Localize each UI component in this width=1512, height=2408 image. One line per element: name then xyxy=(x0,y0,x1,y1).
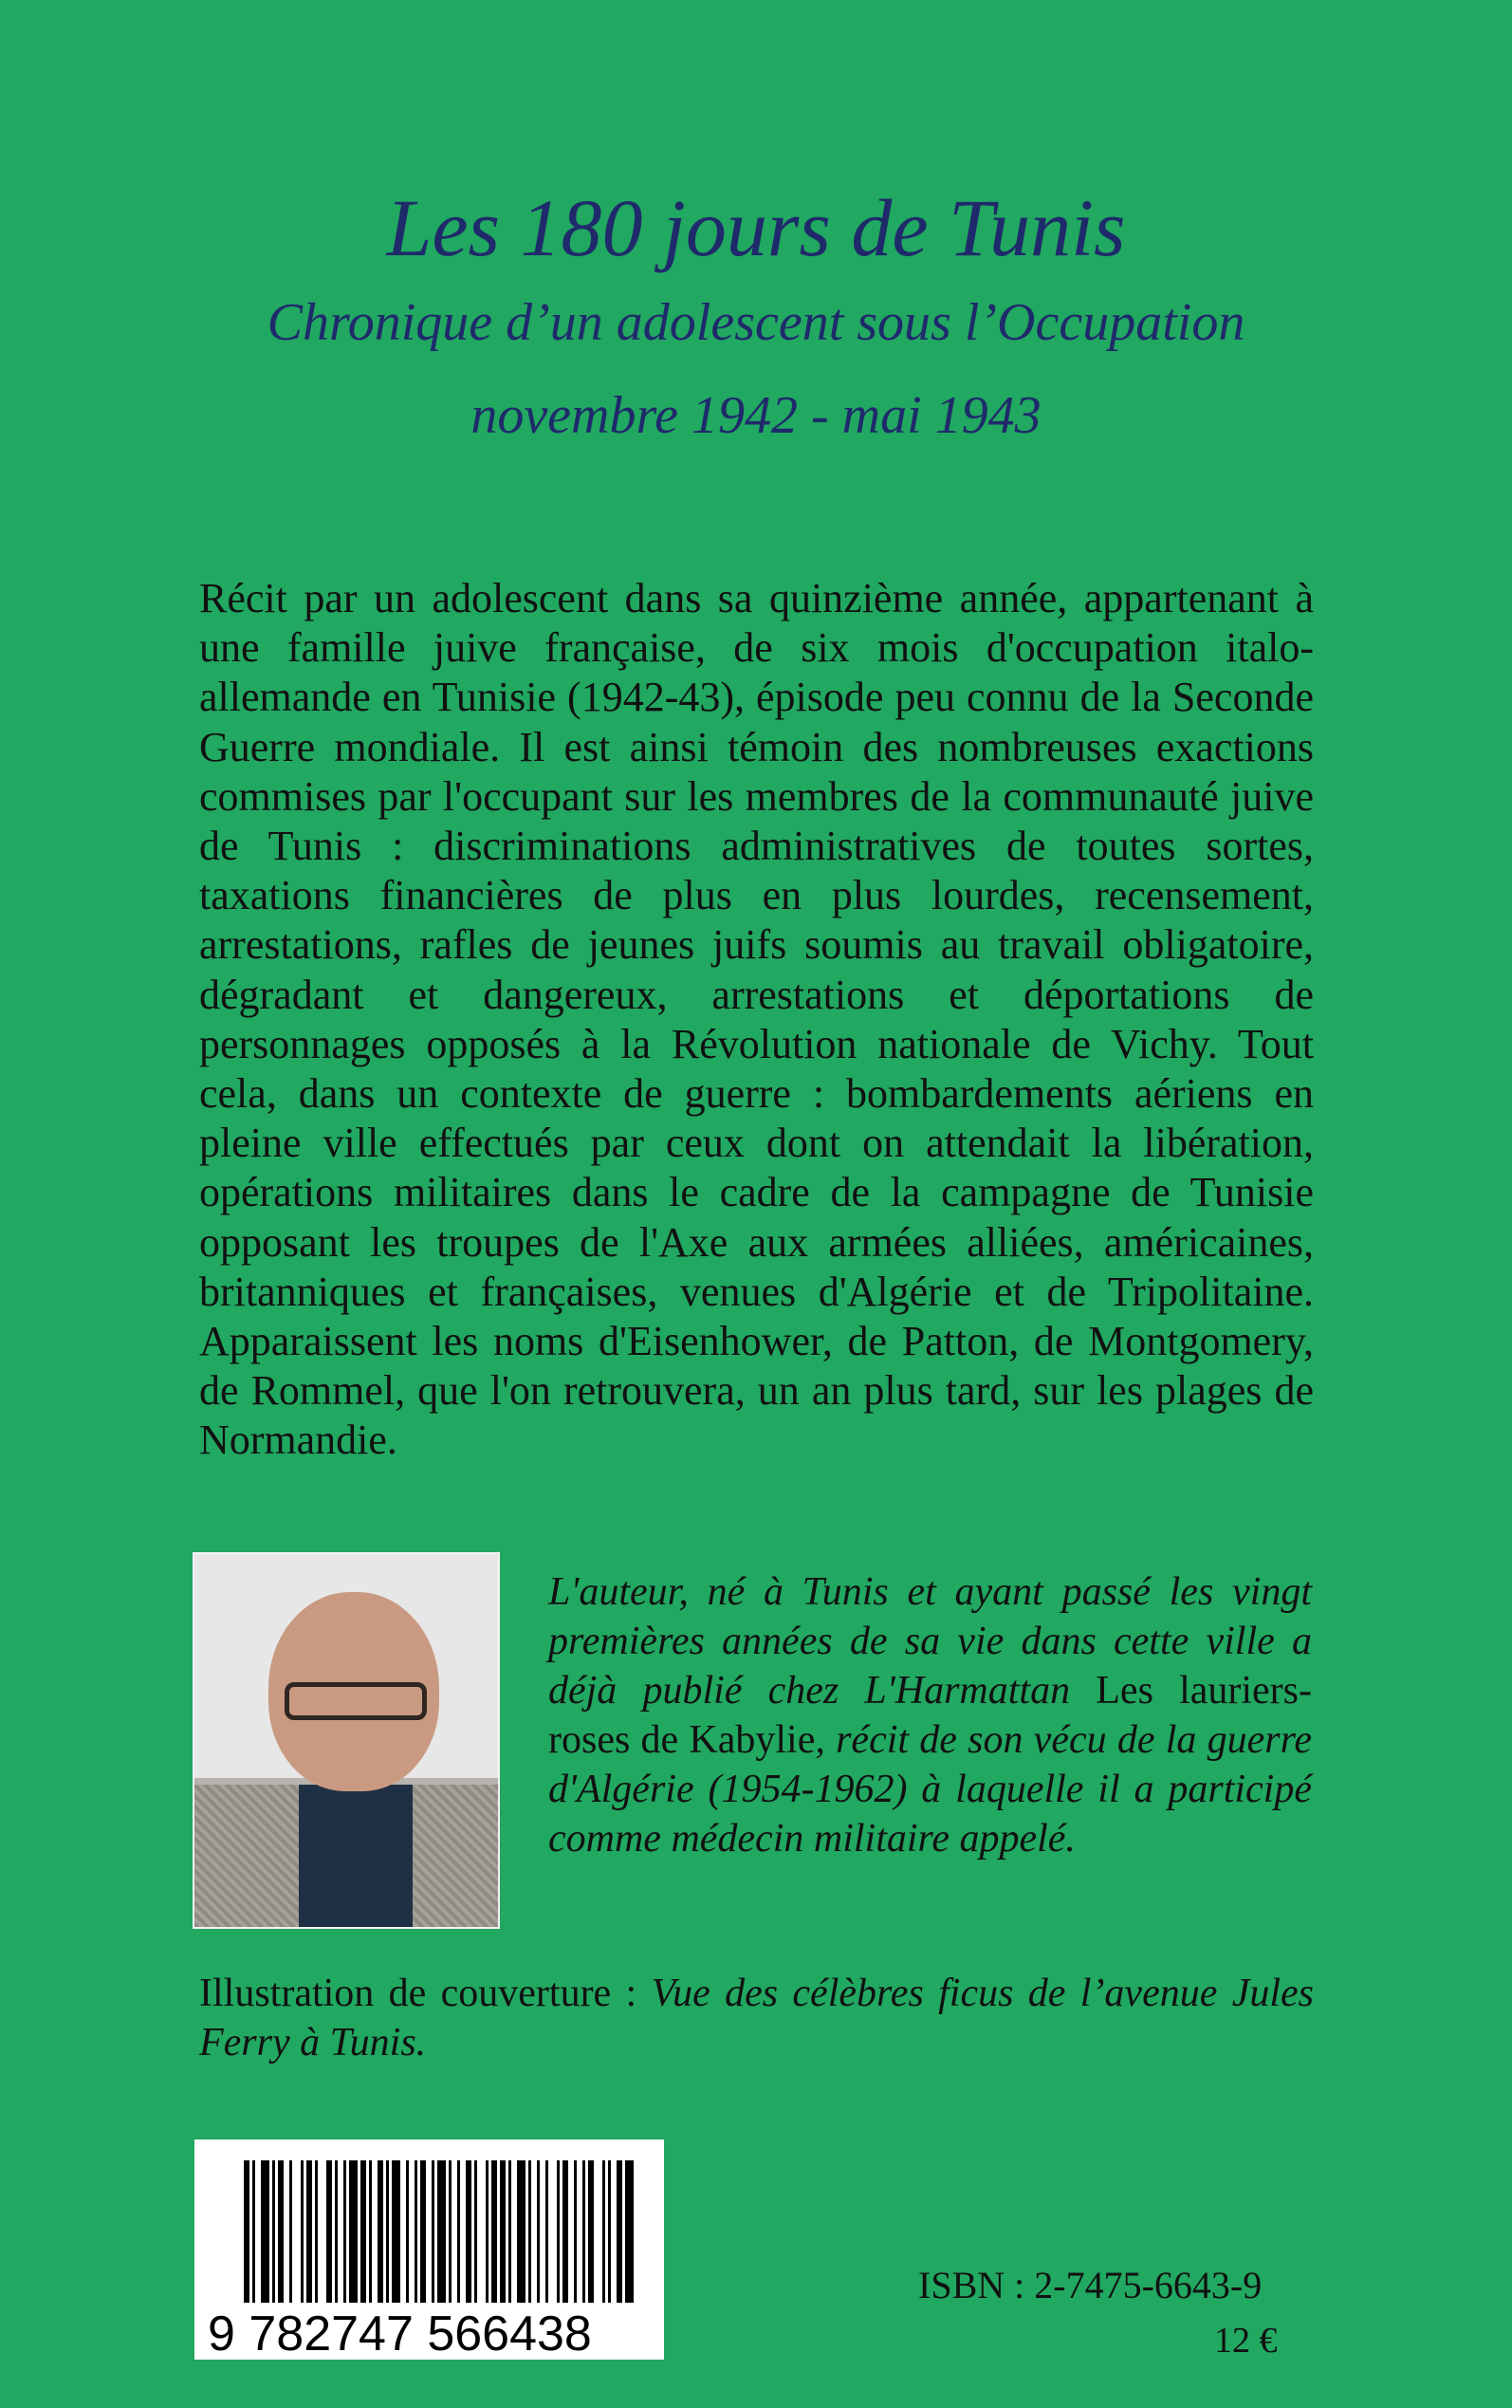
barcode-bar xyxy=(491,2160,497,2303)
isbn: ISBN : 2-7475-6643-9 xyxy=(918,2264,1263,2306)
barcode-bar xyxy=(378,2160,383,2303)
barcode-bar xyxy=(306,2160,312,2303)
barcode xyxy=(194,2139,664,2360)
barcode-bar xyxy=(617,2160,622,2303)
barcode-bar xyxy=(392,2160,400,2303)
book-dates: novembre 1942 - mai 1943 xyxy=(470,386,1042,445)
barcode-bar xyxy=(486,2160,489,2303)
book-subtitle: Chronique d’un adolescent sous l’Occupation xyxy=(267,293,1245,352)
barcode-bar xyxy=(500,2160,506,2303)
barcode-bar xyxy=(244,2160,249,2303)
barcode-bar xyxy=(289,2160,292,2303)
photo-glasses xyxy=(285,1682,427,1720)
title-block xyxy=(0,180,1512,454)
barcode-bar xyxy=(474,2160,477,2303)
barcode-icon xyxy=(194,2139,664,2360)
barcode-bar xyxy=(420,2160,426,2303)
barcode-bar xyxy=(386,2160,389,2303)
barcode-bar xyxy=(415,2160,417,2303)
barcode-bar xyxy=(349,2160,358,2303)
barcode-bar xyxy=(301,2160,304,2303)
barcode-bar xyxy=(449,2160,452,2303)
barcode-bar xyxy=(466,2160,471,2303)
photo-shirt xyxy=(299,1785,413,1927)
barcode-bar xyxy=(508,2160,511,2303)
barcode-bar xyxy=(562,2160,568,2303)
author-bio xyxy=(548,1567,1312,1863)
illustration-credit xyxy=(199,1969,1314,2067)
barcode-bar xyxy=(528,2160,531,2303)
barcode-bar xyxy=(588,2160,594,2303)
author-portrait-photo xyxy=(193,1552,500,1929)
illustration-label: Illustration de couverture : xyxy=(199,1972,652,2015)
price: 12 € xyxy=(1214,2321,1278,2361)
barcode-bar xyxy=(545,2160,548,2303)
barcode-bar xyxy=(432,2160,434,2303)
barcode-bar xyxy=(557,2160,560,2303)
barcode-bar xyxy=(252,2160,255,2303)
barcode-bar xyxy=(278,2160,284,2303)
barcode-bar xyxy=(315,2160,318,2303)
barcode-bar xyxy=(343,2160,346,2303)
barcode-bar xyxy=(602,2160,605,2303)
barcode-bar xyxy=(537,2160,540,2303)
summary-paragraph: Récit par un adolescent dans sa quinzième année, appartenant à une famille juive française, de six mois d'occupation italo-allemande en Tunisie (1942-43), épisode peu connu de la Seconde Guerre mondiale. Il est ainsi témoin des nombreuses exactions commises par l'occupant sur les membres de la communauté juive de Tunis : discriminations administratives de toutes sortes, taxations financières de plus en plus lourdes, recensement, arrestations, rafles de jeunes juifs soumis au travail obligatoire, dégradant et dangereux, arrestations et déportations de personnages opposés à la Révolution nationale de Vichy. Tout cela, dans un contexte de guerre : bombardements aériens en pleine ville effectués par ceux dont on attendait la libération, opérations militaires dans le cadre de la campagne de Tunisie opposant les troupes de l'Axe aux armées alliées, américaines, britanniques et françaises, venues d'Algérie et de Tripolitaine. Apparaissent les noms d'Eisenhower, de Patton, de Montgomery, de Rommel, que l'on retrouvera, un an plus tard, sur les plages de Normandie. xyxy=(199,575,1314,1464)
author-bio-book-title: Les lauriers-roses de Kabylie xyxy=(548,1669,1312,1762)
barcode-bar xyxy=(517,2160,526,2303)
author-bio-part1: L'auteur, né à Tunis et ayant passé les vingt premières années de sa vie dans cette ville a déjà publié chez L'Harmattan xyxy=(548,1570,1312,1713)
barcode-bar xyxy=(326,2160,332,2303)
barcode-bar xyxy=(406,2160,409,2303)
barcode-bar xyxy=(437,2160,446,2303)
barcode-digits: 9 782747 566438 xyxy=(208,2306,592,2360)
barcode-bar xyxy=(457,2160,460,2303)
book-title: Les 180 jours de Tunis xyxy=(386,182,1126,273)
barcode-bar xyxy=(261,2160,269,2303)
barcode-bar xyxy=(360,2160,366,2303)
barcode-bar xyxy=(574,2160,577,2303)
barcode-bar xyxy=(582,2160,585,2303)
barcode-bar xyxy=(608,2160,611,2303)
illustration-caption: Vue des célèbres ficus de l’avenue Jules Ferry à Tunis. xyxy=(199,1972,1314,2065)
barcode-bar xyxy=(369,2160,372,2303)
author-bio-part2: , récit de son vécu de la guerre d'Algérie (1954-1962) à laquelle il a participé comme médecin militaire appelé. xyxy=(548,1718,1312,1861)
barcode-bar xyxy=(335,2160,338,2303)
barcode-bar xyxy=(625,2160,634,2303)
barcode-bar xyxy=(272,2160,275,2303)
